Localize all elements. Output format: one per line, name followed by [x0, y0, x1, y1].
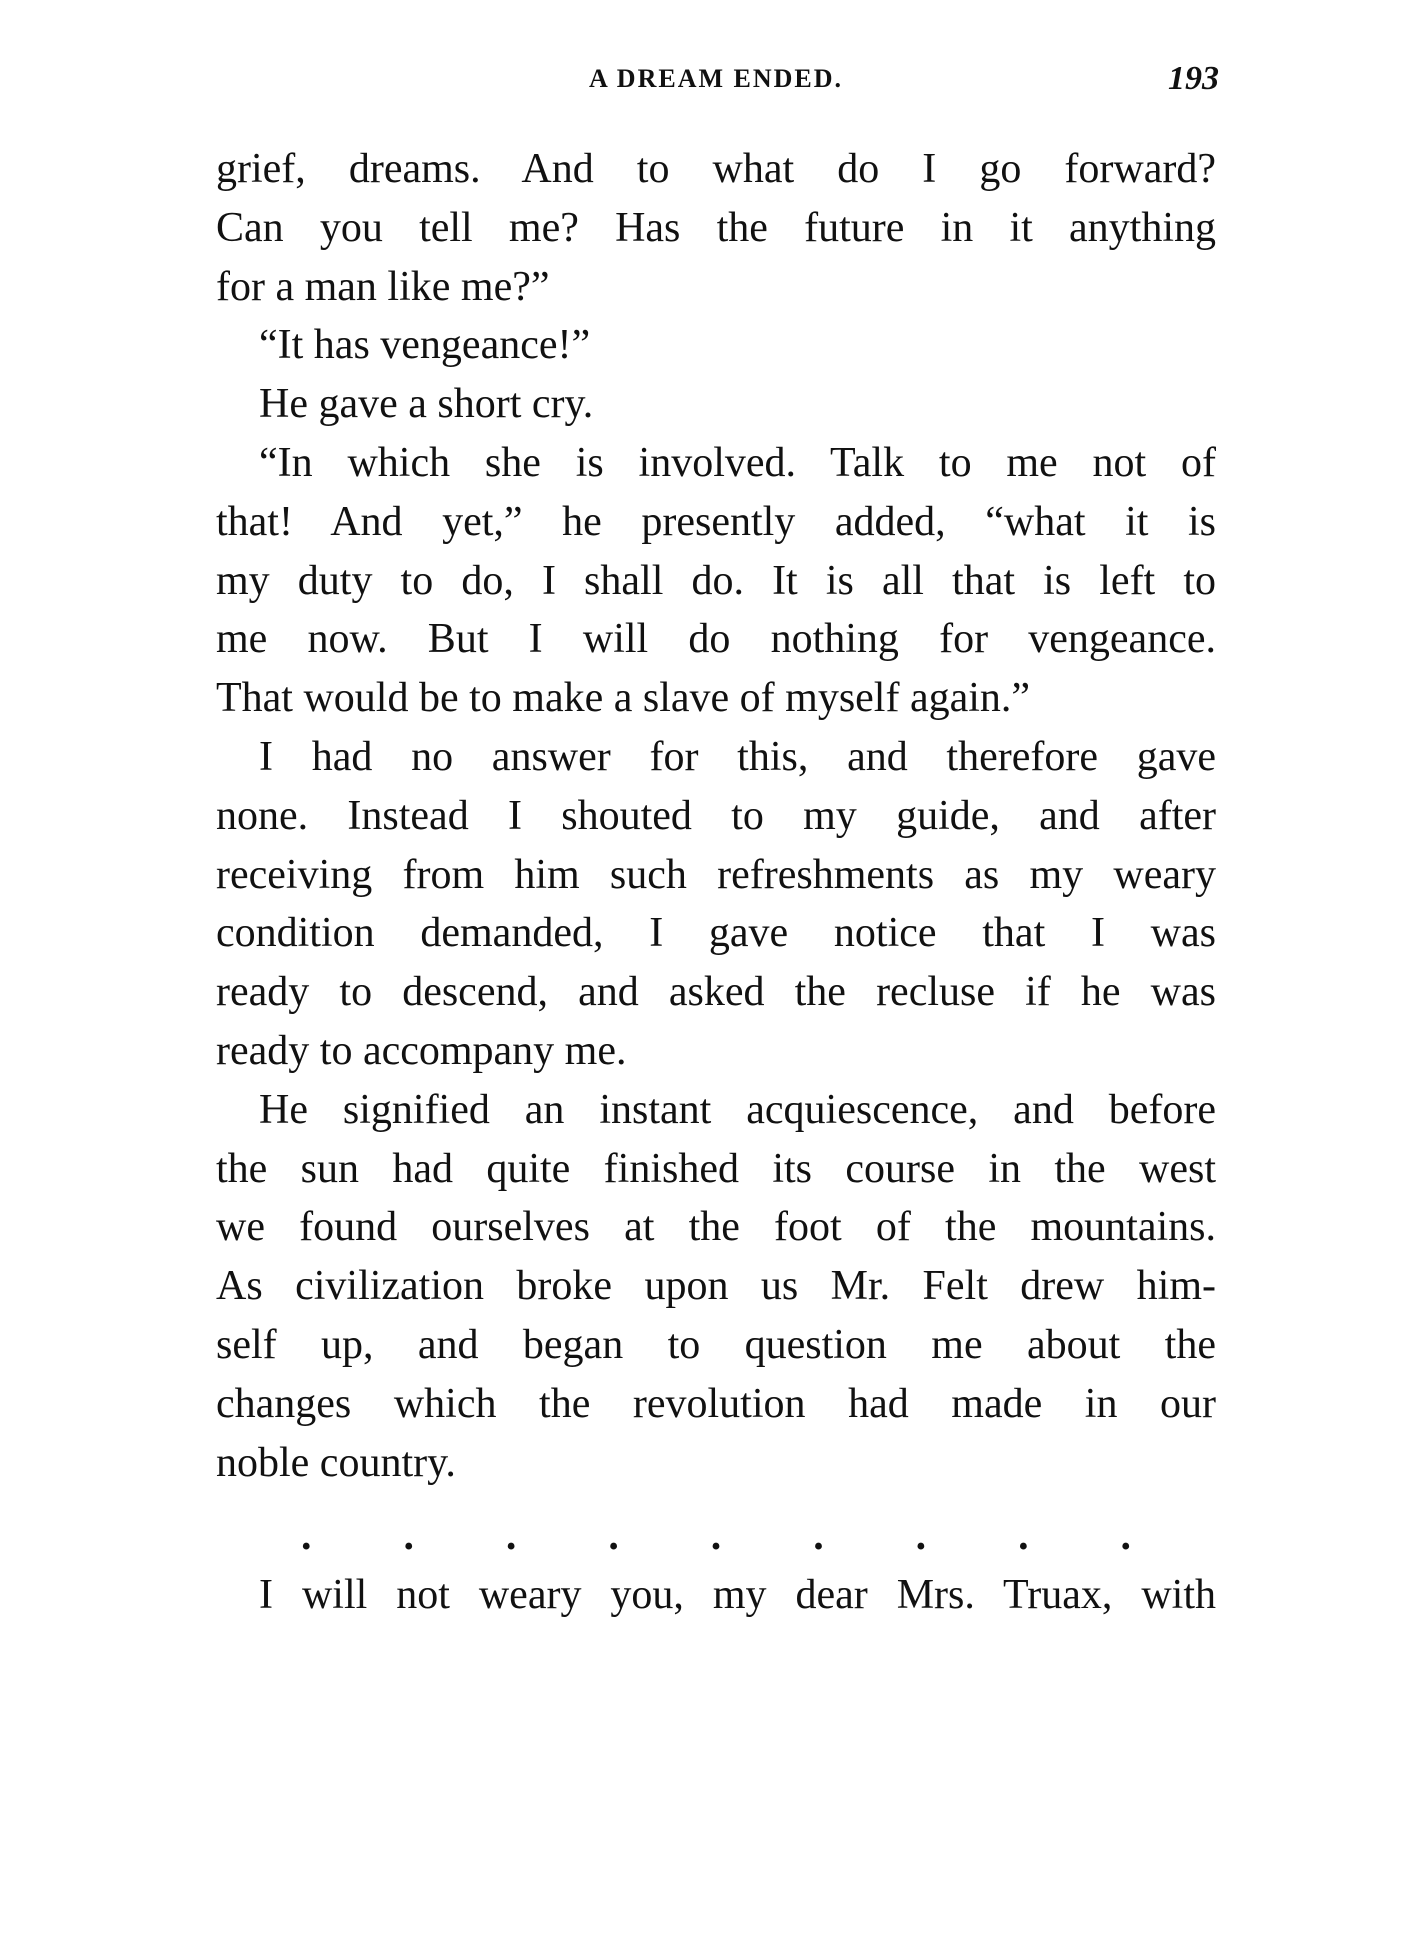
- text-line: that! And yet,” he presently added, “what it is: [216, 498, 1216, 545]
- text-line: Can you tell me? Has the future in it anything: [216, 204, 1216, 251]
- text-line: grief, dreams. And to what do I go forward?: [216, 146, 1216, 192]
- text-line: for a man like me?”: [216, 263, 550, 310]
- text-line: condition demanded, I gave notice that I was: [216, 910, 1216, 957]
- section-gap: [216, 1492, 1216, 1507]
- text-line: ready to descend, and asked the recluse if he was: [216, 969, 1216, 1016]
- text-line: the sun had quite finished its course in the west: [216, 1145, 1216, 1192]
- text-line: That would be to make a slave of myself again.”: [216, 675, 1031, 722]
- text-line: “In which she is involved. Talk to me not of: [259, 439, 1216, 486]
- text-line: receiving from him such refreshments as my weary: [216, 851, 1216, 898]
- text-line: “It has vengeance!”: [259, 322, 591, 369]
- text-line: He signified an instant acquiescence, and before: [259, 1086, 1216, 1133]
- text-line: He gave a short cry.: [259, 381, 594, 428]
- text-line: my duty to do, I shall do. It is all that is left to: [216, 557, 1216, 604]
- text-line: I had no answer for this, and therefore gave: [259, 733, 1216, 780]
- text-line: none. Instead I shouted to my guide, and after: [216, 792, 1216, 839]
- running-head: [216, 60, 1219, 100]
- section-separator: . . . . . . . . .: [301, 1513, 1131, 1560]
- page-number: 193: [1168, 60, 1219, 97]
- text-line: noble country.: [216, 1439, 456, 1486]
- body-text: [216, 140, 1216, 1625]
- text-line: changes which the revolution had made in our: [216, 1380, 1216, 1427]
- text-line: me now. But I will do nothing for vengeance.: [216, 616, 1216, 663]
- text-line: we found ourselves at the foot of the mountains.: [216, 1204, 1216, 1251]
- text-line: ready to accompany me.: [216, 1027, 627, 1074]
- text-line: self up, and began to question me about the: [216, 1321, 1216, 1368]
- text-line: I will not weary you, my dear Mrs. Truax, with: [259, 1572, 1216, 1619]
- running-title: A DREAM ENDED.: [588, 64, 844, 93]
- text-line: As civilization broke upon us Mr. Felt drew him-: [216, 1263, 1216, 1310]
